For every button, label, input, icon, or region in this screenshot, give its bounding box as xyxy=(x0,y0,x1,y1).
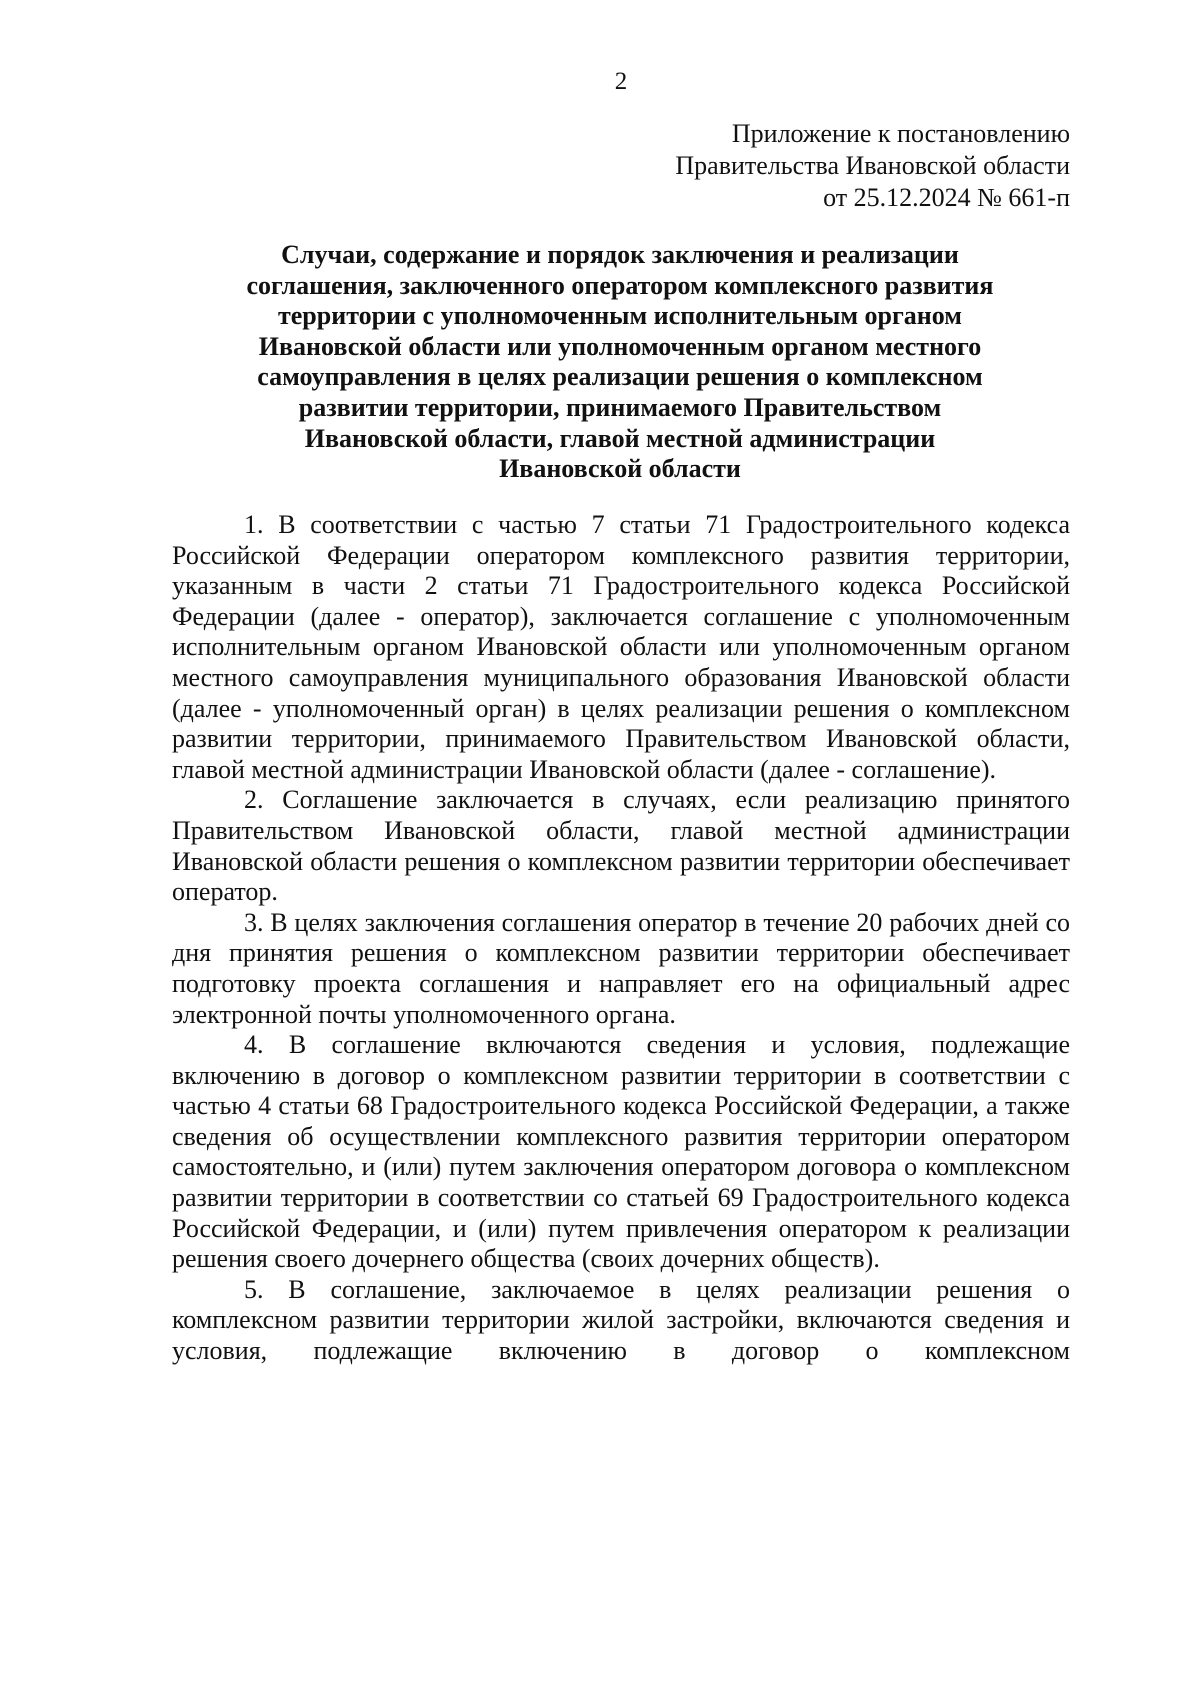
title-line: Случаи, содержание и порядок заключения и реализации xyxy=(281,240,959,269)
title-line: самоуправления в целях реализации решения о комплексном xyxy=(257,362,983,392)
paragraph-1: 1. В соответствии с частью 7 статьи 71 Градостроительного кодекса Российской Федерации оператором комплексного развития территории, указанным в части 2 статьи 71 Градостроительного кодекса Российской Федерации (далее - оператор), заключается соглашение с уполномоченным исполнительным органом Ивановской области или уполномоченным органом местного самоуправления муниципального образования Ивановской области (далее - уполномоченный орган) в целях реализации решения о комплексном развитии территории, принимаемого Правительством Ивановской области, главой местной администрации Ивановской области (далее - соглашение). xyxy=(172,510,1070,784)
appendix-line: Приложение к постановлению xyxy=(731,119,1070,148)
title-line: Ивановской области, главой местной администрации xyxy=(304,423,936,453)
paragraph-4: 4. В соглашение включаются сведения и условия, подлежащие включению в договор о комплексном развитии территории в соответствии с частью 4 статьи 68 Градостроительного кодекса Российской Федерации, а также сведения об осуществлении комплексного развития территории оператором самостоятельно, и (или) путем заключения оператором договора о комплексном развитии территории в соответствии со статьей 69 Градостроительного кодекса Российской Федерации, и (или) путем привлечения оператором к реализации решения своего дочернего общества (своих дочерних обществ). xyxy=(172,1030,1070,1274)
document-title xyxy=(170,240,1070,485)
paragraph-3: 3. В целях заключения соглашения оператор в течение 20 рабочих дней со дня принятия решения о комплексном развитии территории обеспечивает подготовку проекта соглашения и направляет его на официальный адрес электронной почты уполномоченного органа. xyxy=(172,907,1070,1029)
appendix-header xyxy=(675,118,1070,214)
title-line: Ивановской области или уполномоченным органом местного xyxy=(258,331,982,361)
title-line: развитии территории, принимаемого Правительством xyxy=(298,392,942,422)
title-line: территории с уполномоченным исполнительным органом xyxy=(278,301,962,331)
appendix-line: от 25.12.2024 № 661-п xyxy=(823,183,1070,212)
paragraph-5: 5. В соглашение, заключаемое в целях реализации решения о комплексном развитии территории жилой застройки, включаются сведения и условия, подлежащие включению в договор о комплексном xyxy=(172,1274,1070,1366)
paragraph-2: 2. Соглашение заключается в случаях, если реализацию принятого Правительством Ивановской области, главой местной администрации Ивановской области решения о комплексном развитии территории обеспечивает оператор. xyxy=(172,785,1070,907)
document-body xyxy=(172,510,1070,1367)
title-line: соглашения, заключенного оператором комплексного развития xyxy=(246,270,994,300)
title-line: Ивановской области xyxy=(499,454,741,484)
page-number: 2 xyxy=(614,68,628,95)
appendix-line: Правительства Ивановской области xyxy=(675,151,1070,180)
